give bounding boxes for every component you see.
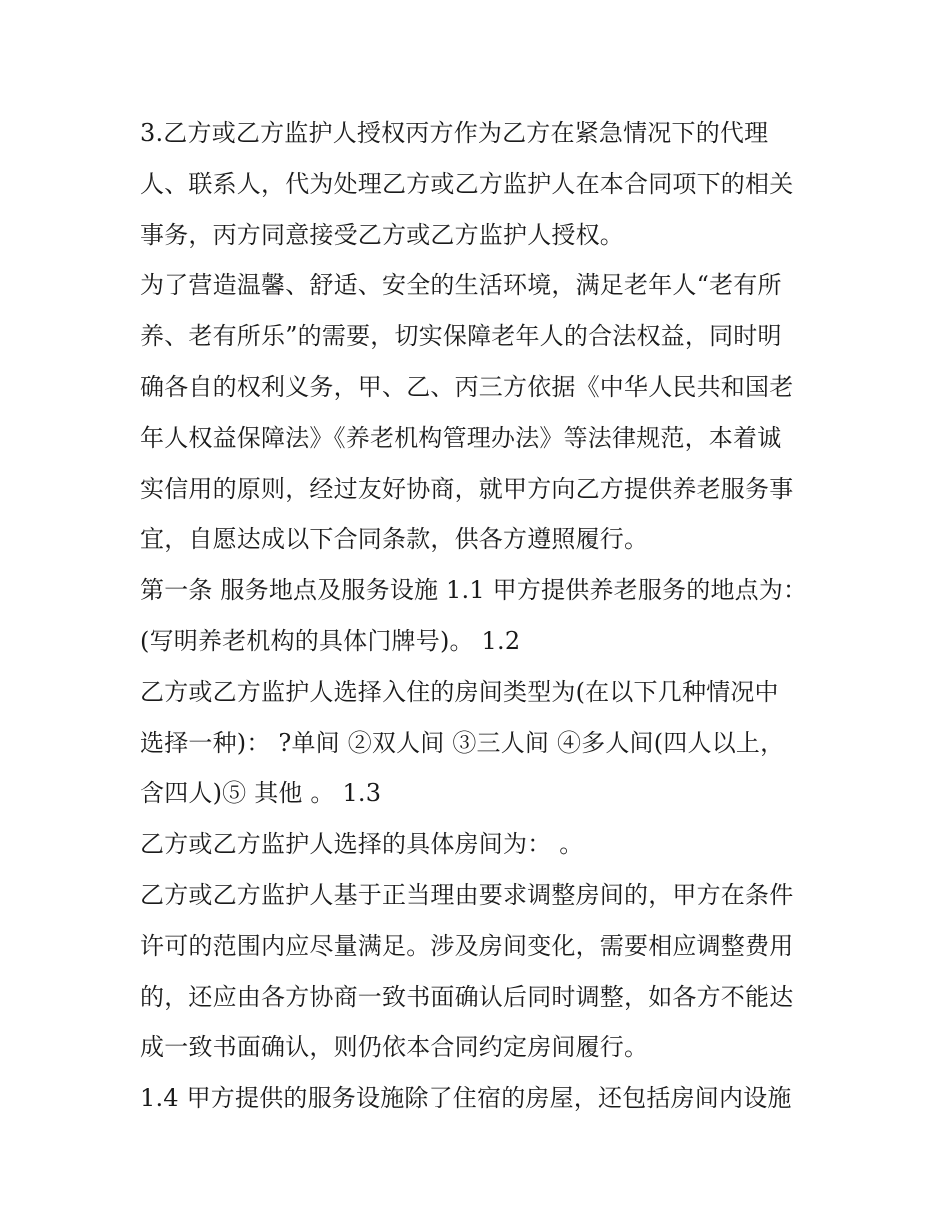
text-line: 含四人)⑤ 其他 。 1.3	[140, 779, 382, 808]
text-line: 为了营造温馨、舒适、安全的生活环境，满足老年人“老有所	[140, 271, 782, 300]
text-line: 3.乙方或乙方监护人授权丙方作为乙方在紧急情况下的代理	[140, 119, 769, 147]
text-line: 实信用的原则，经过友好协商，就甲方向乙方提供养老服务事	[140, 474, 794, 503]
text-line: 第一条 服务地点及服务设施 1.1 甲方提供养老服务的地点为：	[140, 576, 808, 605]
document-body	[140, 108, 820, 1124]
text-line: 乙方或乙方监护人选择的具体房间为： 。	[140, 830, 584, 859]
text-line: 许可的范围内应尽量满足。涉及房间变化，需要相应调整费用	[140, 931, 794, 960]
text-line: 选择一种)： ?单间 ②双人间 ③三人间 ④多人间(四人以上，	[140, 728, 785, 757]
text-line: 宜，自愿达成以下合同条款，供各方遵照履行。	[140, 525, 649, 554]
text-line: 乙方或乙方监护人基于正当理由要求调整房间的，甲方在条件	[140, 880, 794, 909]
text-line: 1.4 甲方提供的服务设施除了住宿的房屋，还包括房间内设施	[140, 1084, 792, 1113]
text-line: (写明养老机构的具体门牌号)。 1.2	[140, 626, 521, 655]
text-line: 乙方或乙方监护人选择入住的房间类型为(在以下几种情况中	[140, 677, 779, 706]
text-line: 确各自的权利义务，甲、乙、丙三方依据《中华人民共和国老	[140, 372, 794, 401]
text-line: 成一致书面确认，则仍依本合同约定房间履行。	[140, 1033, 649, 1062]
text-line: 人、联系人，代为处理乙方或乙方监护人在本合同项下的相关	[140, 169, 794, 198]
text-line: 养、老有所乐”的需要，切实保障老年人的合法权益，同时明	[140, 322, 782, 351]
text-line: 年人权益保障法》《养老机构管理办法》等法律规范，本着诚	[140, 423, 782, 452]
text-line: 事务，丙方同意接受乙方或乙方监护人授权。	[140, 220, 624, 249]
text-line: 的，还应由各方协商一致书面确认后同时调整，如各方不能达	[140, 982, 794, 1011]
